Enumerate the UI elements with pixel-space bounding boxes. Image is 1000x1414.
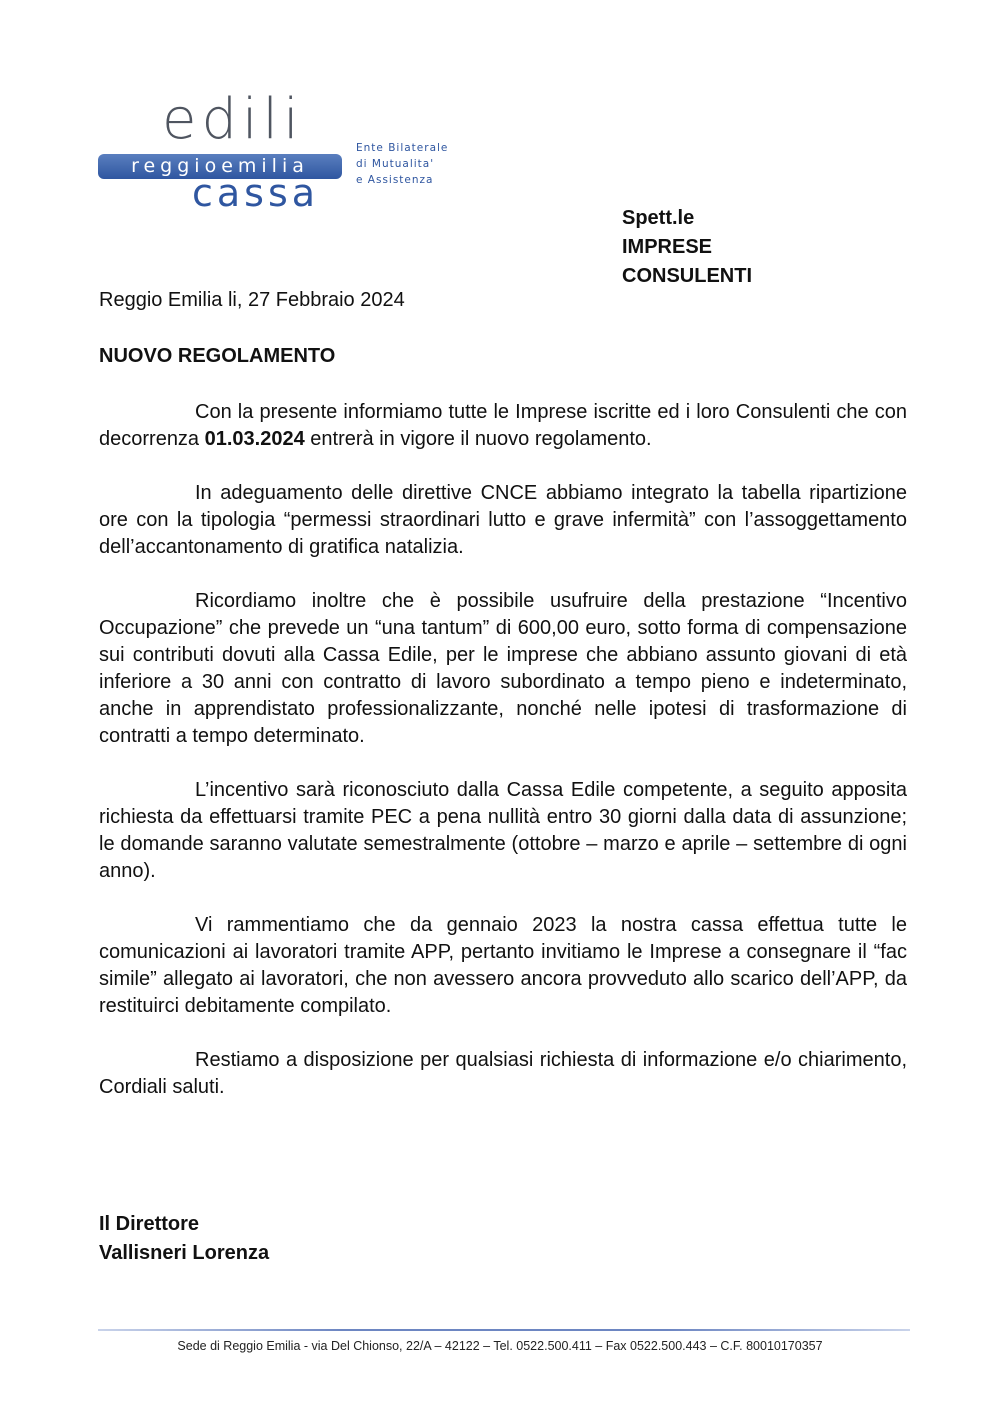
recipient-block <box>622 204 752 291</box>
paragraph: Vi rammentiamo che da gennaio 2023 la nostra cassa effettua tutte le comunicazioni ai lavoratori tramite APP, pertanto invitiamo le Imprese a consegnare il “fac simile” allegato ai lavoratori, che non avessero ancora provveduto allo scarico dell’APP, da restituirci debitamente compilato. <box>99 914 907 1017</box>
paragraph: Restiamo a disposizione per qualsiasi richiesta di informazione e/o chiarimento, Cordiali saluti. <box>99 1049 907 1098</box>
paragraph: Ricordiamo inoltre che è possibile usufruire della prestazione “Incentivo Occupazione” che prevede un “una tantum” di 600,00 euro, sotto forma di compensazione sui contributi dovuti alla Cassa Edile, per le imprese che abbiano assunto giovani di età inferiore a 30 anni con contratto di lavoro subordinato a tempo pieno e indeterminato, anche in apprendistato professionalizzante, nonché nelle ipotesi di trasformazione di contratti a tempo determinato. <box>99 590 907 747</box>
date-line: Reggio Emilia li, 27 Febbraio 2024 <box>99 289 405 311</box>
signature-block <box>99 1210 269 1268</box>
logo-word-reggioemilia: reggioemilia <box>131 155 309 177</box>
recipient-salutation: Spett.le <box>622 207 695 229</box>
logo-subtitle-line: e Assistenza <box>356 174 434 186</box>
footer-address: Sede di Reggio Emilia - via Del Chionso, 22/A – 42122 – Tel. 0522.500.411 – Fax 0522.500.443 – C.F. 80010170357 <box>177 1339 823 1353</box>
logo-word-edili: edili <box>162 87 304 152</box>
paragraph-text: Con la presente informiamo tutte le Imprese iscritte ed i loro Consulenti che con decorrenza <box>99 401 907 450</box>
paragraph <box>99 399 907 453</box>
logo-subtitle-line: di Mutualita' <box>356 158 435 170</box>
organization-logo <box>98 87 498 216</box>
signature-name: Vallisneri Lorenza <box>99 1242 270 1264</box>
effective-date: 01.03.2024 <box>204 428 305 450</box>
logo-subtitle-line: Ente Bilaterale <box>356 142 449 154</box>
paragraph-text: entrerà in vigore il nuovo regolamento. <box>304 428 652 450</box>
recipient-line: IMPRESE <box>622 236 713 258</box>
letter-subject: NUOVO REGOLAMENTO <box>99 345 336 367</box>
paragraph: L’incentivo sarà riconosciuto dalla Cassa Edile competente, a seguito apposita richiesta da effettuarsi tramite PEC a pena nullità entro 30 giorni dalla data di assunzione; le domande saranno valutate semestralmente (ottobre – marzo e aprile – settembre di ogni anno). <box>99 779 907 882</box>
logo-word-cassa: cassa <box>192 171 320 215</box>
paragraph: In adeguamento delle direttive CNCE abbiamo integrato la tabella ripartizione ore con la tipologia “permessi straordinari lutto e grave infermità” con l’assoggettamento dell’accantonamento di gratifica natalizia. <box>99 482 907 558</box>
footer-divider <box>98 1329 910 1331</box>
recipient-line: CONSULENTI <box>622 265 752 287</box>
logo-subtitle <box>356 140 448 188</box>
letter-body <box>99 399 907 1128</box>
signature-role: Il Direttore <box>99 1213 200 1235</box>
